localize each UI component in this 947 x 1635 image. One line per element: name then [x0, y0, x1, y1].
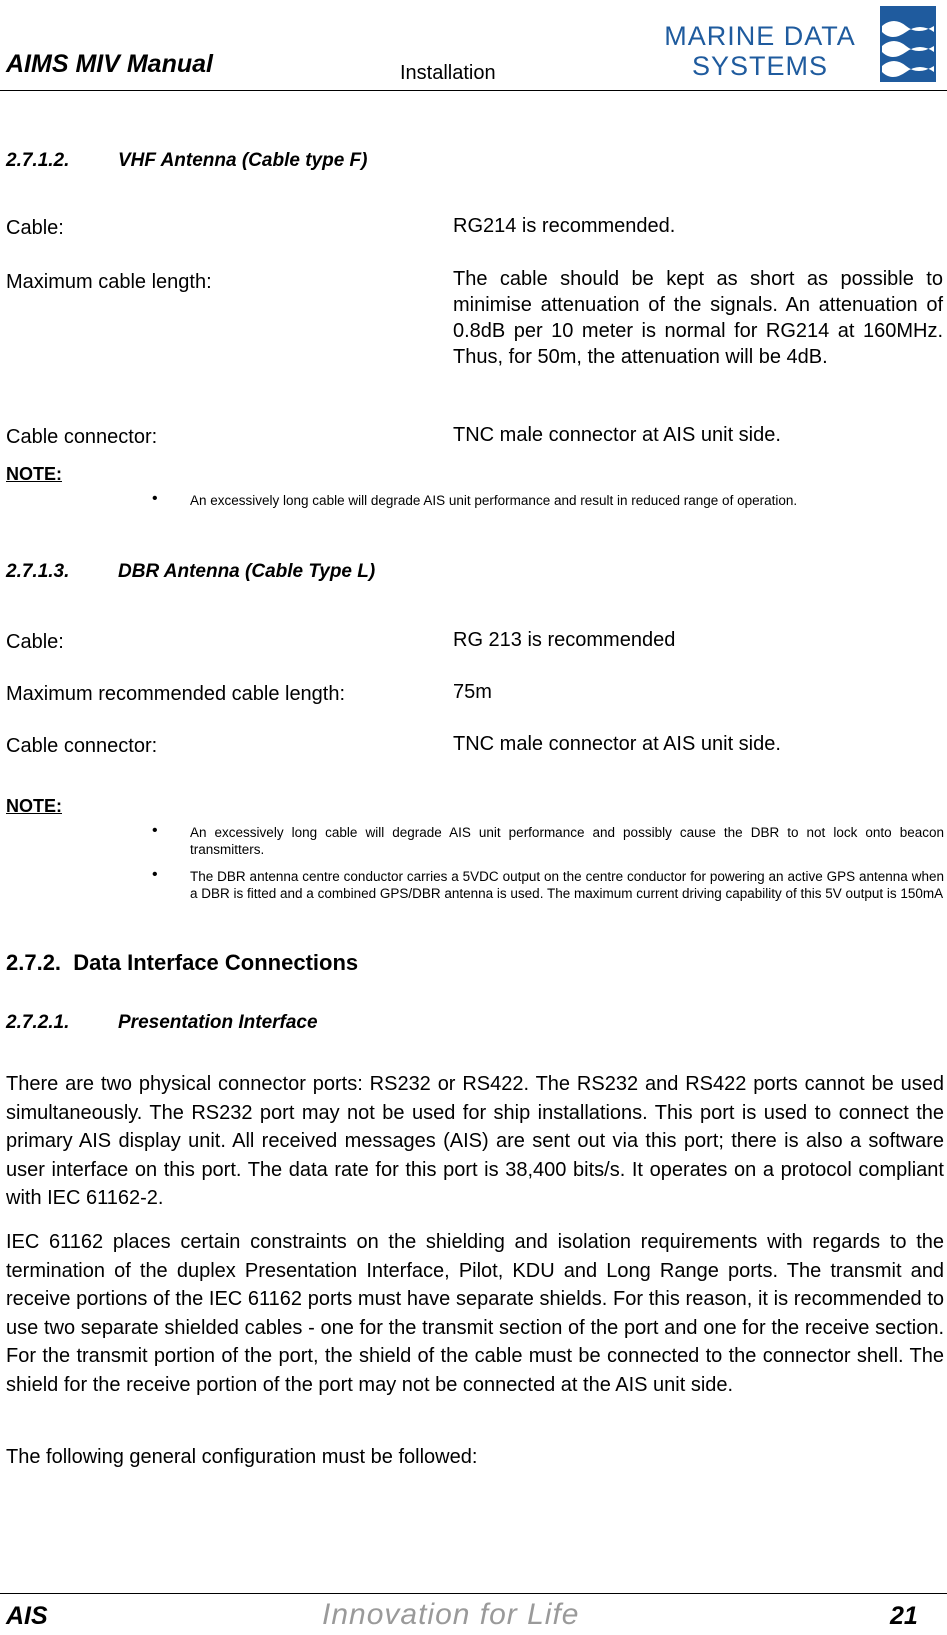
footer-rule [0, 1593, 947, 1594]
header-rule [0, 90, 947, 91]
heading-text: VHF Antenna (Cable type F) [118, 150, 368, 171]
spec-label: Cable: [6, 217, 64, 239]
body-paragraph: There are two physical connector ports: RS232 or RS422. The RS232 and RS422 ports cannot be used simultaneously. The RS232 port may not be used for ship installations. This port is used to connect the primary AIS display unit. All received messages (AIS) are sent out via this port; there is also a software user interface on this port. The data rate for this port is 38,400 bits/s. It operates on a protocol compliant with IEC 61162-2. [6, 1073, 944, 1209]
note-bullet-text: An excessively long cable will degrade AIS unit performance and possibly cause the DBR to not lock onto beacon transmitters. [190, 825, 944, 857]
section-name: Installation [400, 62, 496, 84]
wave-logo-icon [880, 6, 936, 82]
page-number: 21 [890, 1602, 918, 1630]
heading-2-7-1-3 [6, 561, 375, 583]
bullet-icon: • [152, 490, 158, 507]
bullet-icon: • [152, 866, 158, 883]
note-label: NOTE: [6, 796, 62, 816]
spec-value: The cable should be kept as short as possible to minimise attenuation of the signals. An attenuation of 0.8dB per 10 meter is normal for RG214 at 160MHz. Thus, for 50m, the attenuation will be 4dB. [453, 268, 943, 368]
spec-label: Cable connector: [6, 735, 158, 757]
heading-2-7-1-2 [6, 150, 367, 172]
spec-label: Maximum cable length: [6, 271, 212, 293]
spec-value: TNC male connector at AIS unit side. [453, 424, 781, 446]
footer-product: AIS [6, 1602, 48, 1630]
footer-tagline: Innovation for Life [322, 1598, 580, 1631]
heading-2-7-2 [6, 950, 358, 976]
logo-text-line2: SYSTEMS [691, 51, 829, 81]
heading-text: Presentation Interface [118, 1012, 318, 1033]
note-bullet-text: The DBR antenna centre conductor carries a 5VDC output on the centre conductor for powering an active GPS antenna when a DBR is fitted and a combined GPS/DBR antenna is used. The maximum current driving capability of this 5V output is 150mA [190, 869, 944, 901]
spec-value: RG 213 is recommended [453, 629, 676, 651]
spec-label: Maximum recommended cable length: [6, 683, 346, 705]
heading-2-7-2-1 [6, 1012, 318, 1034]
heading-text: Data Interface Connections [73, 950, 359, 975]
spec-value: RG214 is recommended. [453, 215, 676, 237]
marine-data-systems-logo [662, 2, 937, 84]
logo-text-line1: MARINE DATA [664, 21, 856, 51]
heading-number: 2.7.1.2. [6, 150, 70, 171]
body-paragraph: IEC 61162 places certain constraints on the shielding and isolation requirements with regards to the termination of the duplex Presentation Interface, Pilot, KDU and Long Range ports. The transmit and receive portions of the IEC 61162 ports must have separate shields. For this reason, it is recommended to use two separate shielded cables - one for the transmit section of the port and one for the receive section. For the transmit portion of the port, the shield of the cable must be connected to the connector shell. The shield for the receive portion of the port may not be connected at the AIS unit side. [6, 1231, 944, 1396]
spec-value: TNC male connector at AIS unit side. [453, 733, 781, 755]
note-label: NOTE: [6, 464, 62, 484]
heading-number: 2.7.2.1. [6, 1012, 70, 1033]
heading-number: 2.7.2. [6, 950, 62, 975]
heading-number: 2.7.1.3. [6, 561, 70, 582]
spec-value: 75m [453, 681, 492, 703]
document-title: AIMS MIV Manual [6, 50, 213, 78]
bullet-icon: • [152, 822, 158, 839]
heading-text: DBR Antenna (Cable Type L) [118, 561, 376, 582]
note-bullet-text: An excessively long cable will degrade AIS unit performance and result in reduced range of operation. [190, 493, 798, 508]
spec-label: Cable: [6, 631, 64, 653]
body-paragraph: The following general configuration must be followed: [6, 1446, 478, 1468]
spec-label: Cable connector: [6, 426, 158, 448]
